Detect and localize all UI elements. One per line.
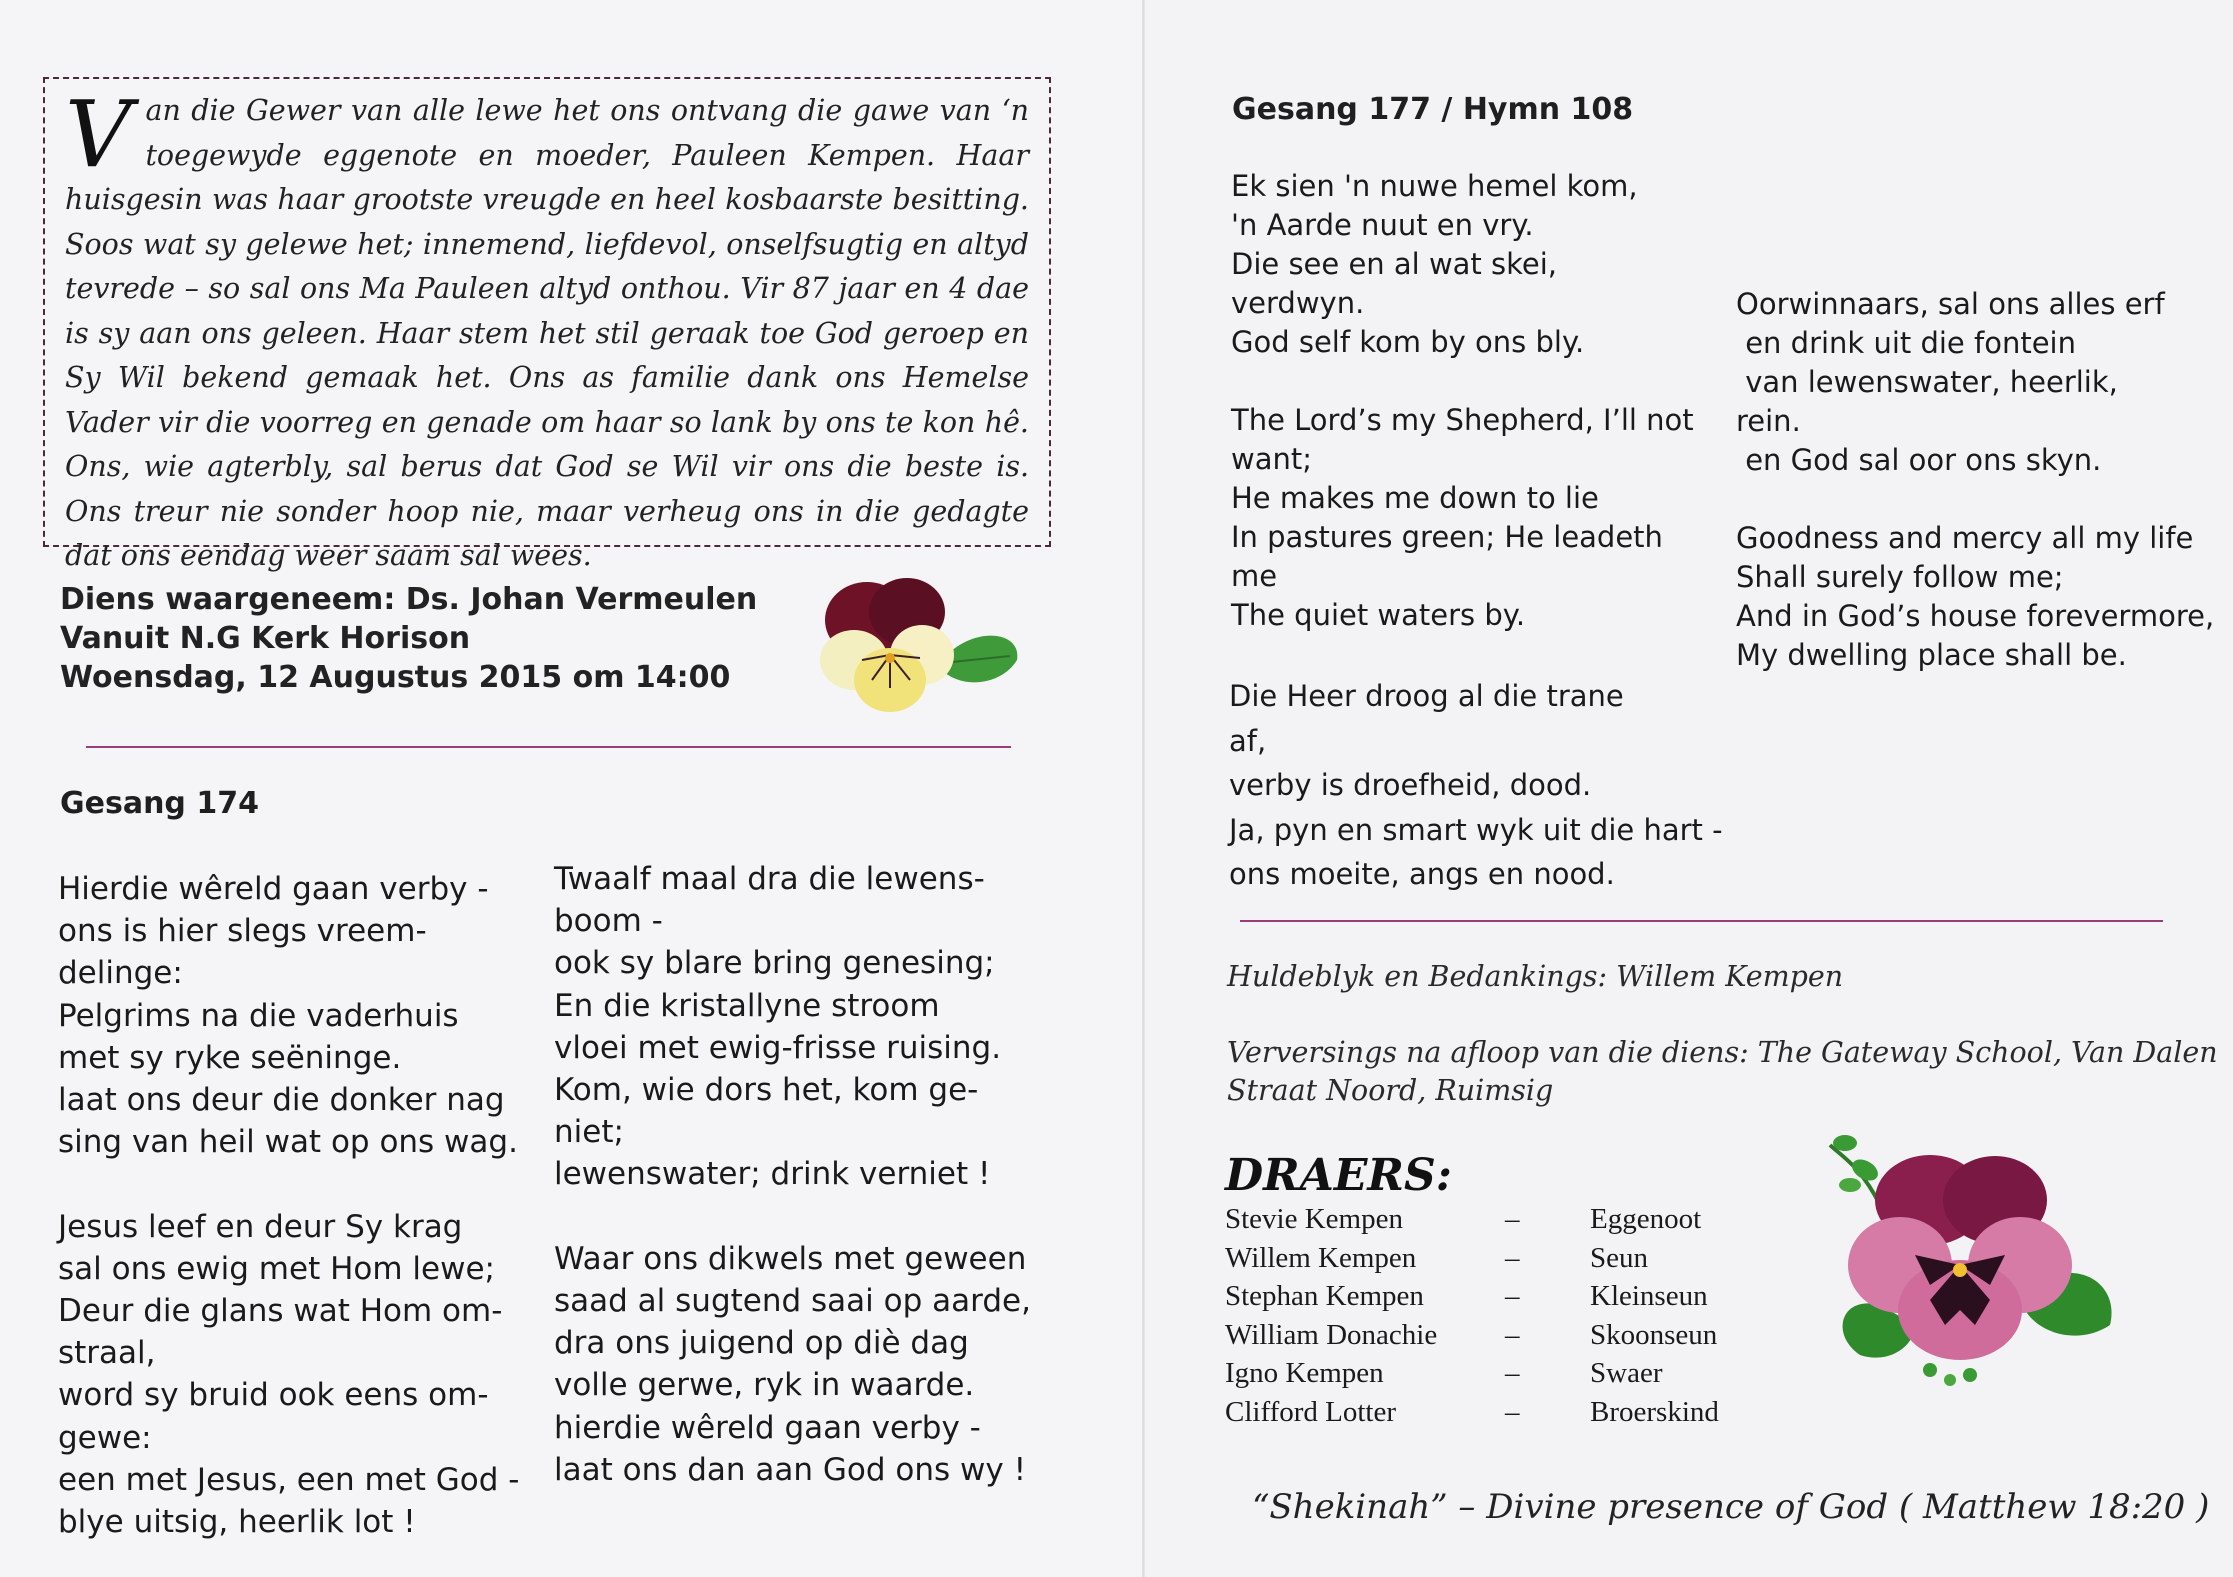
divider-left [86,746,1011,748]
hymn-174-column-1: Hierdie wêreld gaan verby - ons is hier slegs vreem- delinge: Pelgrims na die vaderhuis met sy ryke seëninge. laat ons deur die donker nag sing van heil wat op ons wag. Jesus leef en deur Sy krag sal ons ewig met Hom lewe; Deur die glans wat Hom om- straal, word sy bruid ook eens om- gewe: een met Jesus, een met God - blye uitsig, heerlik lot ! [58,871,520,1541]
bearer-dash: – [1505,1357,1520,1389]
hymn-174-column-2: Twaalf maal dra die lewens- boom - ook sy blare bring genesing; En die kristallyne stroom vloei met ewig-frisse ruising. Kom, wie dors het, kom ge- niet; lewenswater; drink verniet ! Waar ons dikwels met geween saad al sugtend saai op aarde, dra ons juigend op diè dag volle gerwe, ryk in waarde. hierdie wêreld gaan verby - laat ons dan aan God ons wy ! [554,861,1031,1488]
hymn-177-column-2: Oorwinnaars, sal ons alles erf en drink uit die fontein van lewenswater, heerlik, rein. en God sal oor ons skyn. Goodness and mercy all my life Shall surely follow me; And in God’s house forevermore, My dwelling place shall be. [1736,287,2215,672]
bearer-name: Willem Kempen [1225,1241,1417,1274]
draers-heading: DRAERS: [1225,1150,1452,1201]
bearer-dash: – [1505,1318,1520,1351]
hymn-177-column-1a: Ek sien 'n nuwe hemel kom, 'n Aarde nuut en vry. Die see en al wat skei, verdwyn. God self kom by ons bly. The Lord’s my Shepherd, I’ll not want; He makes me down to lie In pastures green; He leadeth me The quiet waters by. [1231,169,1694,632]
bearer-relation: Broerskind [1590,1395,1719,1428]
bearer-dash: – [1505,1395,1520,1428]
hymn-177-column-1b: Die Heer droog al die trane af, verby is droefheid, dood. Ja, pyn en smart wyk uit die hart - ons moeite, angs en nood. [1229,679,1723,891]
service-church: Vanuit N.G Kerk Horison [60,621,471,656]
pansy-yellow-icon [812,570,1032,720]
bearer-name: Stephan Kempen [1225,1280,1424,1312]
bearer-name: William Donachie [1225,1318,1438,1351]
tribute-text: an die Gewer van alle lewe het ons ontvang die gawe van ‘n toegewyde eggenote en moeder, Pauleen Kempen. Haar huisgesin was haar grootste vreugde en heel kosbaarste besitting. Soos wat sy gelewe het; innemend, liefdevol, onselfsugtig en altyd tevrede – so sal ons Ma Pauleen altyd onthou. Vir 87 jaar en 4 dae is sy aan ons geleen. Haar stem het stil geraak toe God geroep en Sy Wil bekend gemaak het. Ons as familie dank ons Hemelse Vader vir die voorreg en genade om haar so lank by ons te kon hê. Ons, wie agterbly, sal berus dat God se Wil vir ons die beste is. Ons treur nie sonder hoop nie, maar verheug ons in die gedagte dat ons eendag weer saam sal wees. [65,94,1029,572]
divider-right [1240,920,2163,922]
service-officiant: Diens waargeneem: Ds. Johan Vermeulen [60,582,758,617]
bearer-dash: – [1505,1280,1520,1312]
tribute-speaker: Huldeblyk en Bedankings: Willem Kempen [1227,960,1844,993]
hymn-174-title: Gesang 174 [60,786,259,821]
page-fold [1142,0,1145,1577]
bearer-relation: Eggenoot [1590,1203,1702,1235]
refreshments-line-2: Straat Noord, Ruimsig [1227,1074,1554,1107]
footer-quote: “Shekinah” – Divine presence of God ( Matthew 18:20 ) [1252,1487,2210,1527]
hymn-177-title: Gesang 177 / Hymn 108 [1232,92,1634,127]
pansy-pink-icon [1820,1125,2130,1405]
bearer-name: Igno Kempen [1225,1357,1384,1389]
service-date: Woensdag, 12 Augustus 2015 om 14:00 [60,660,731,695]
bearer-relation: Skoonseun [1590,1318,1718,1351]
bearer-relation: Swaer [1590,1357,1663,1389]
bearer-name: Clifford Lotter [1225,1395,1397,1428]
dropcap: V [65,81,132,188]
bearer-relation: Kleinseun [1590,1280,1708,1312]
service-details [60,580,820,697]
refreshments-line-1: Verversings na afloop van die diens: The Gateway School, Van Dalen [1227,1036,2218,1069]
tribute-box [43,77,1051,572]
bearer-name: Stevie Kempen [1225,1203,1403,1235]
bearer-relation: Seun [1590,1241,1648,1274]
bearer-dash: – [1505,1241,1520,1274]
bearer-dash: – [1505,1203,1520,1235]
